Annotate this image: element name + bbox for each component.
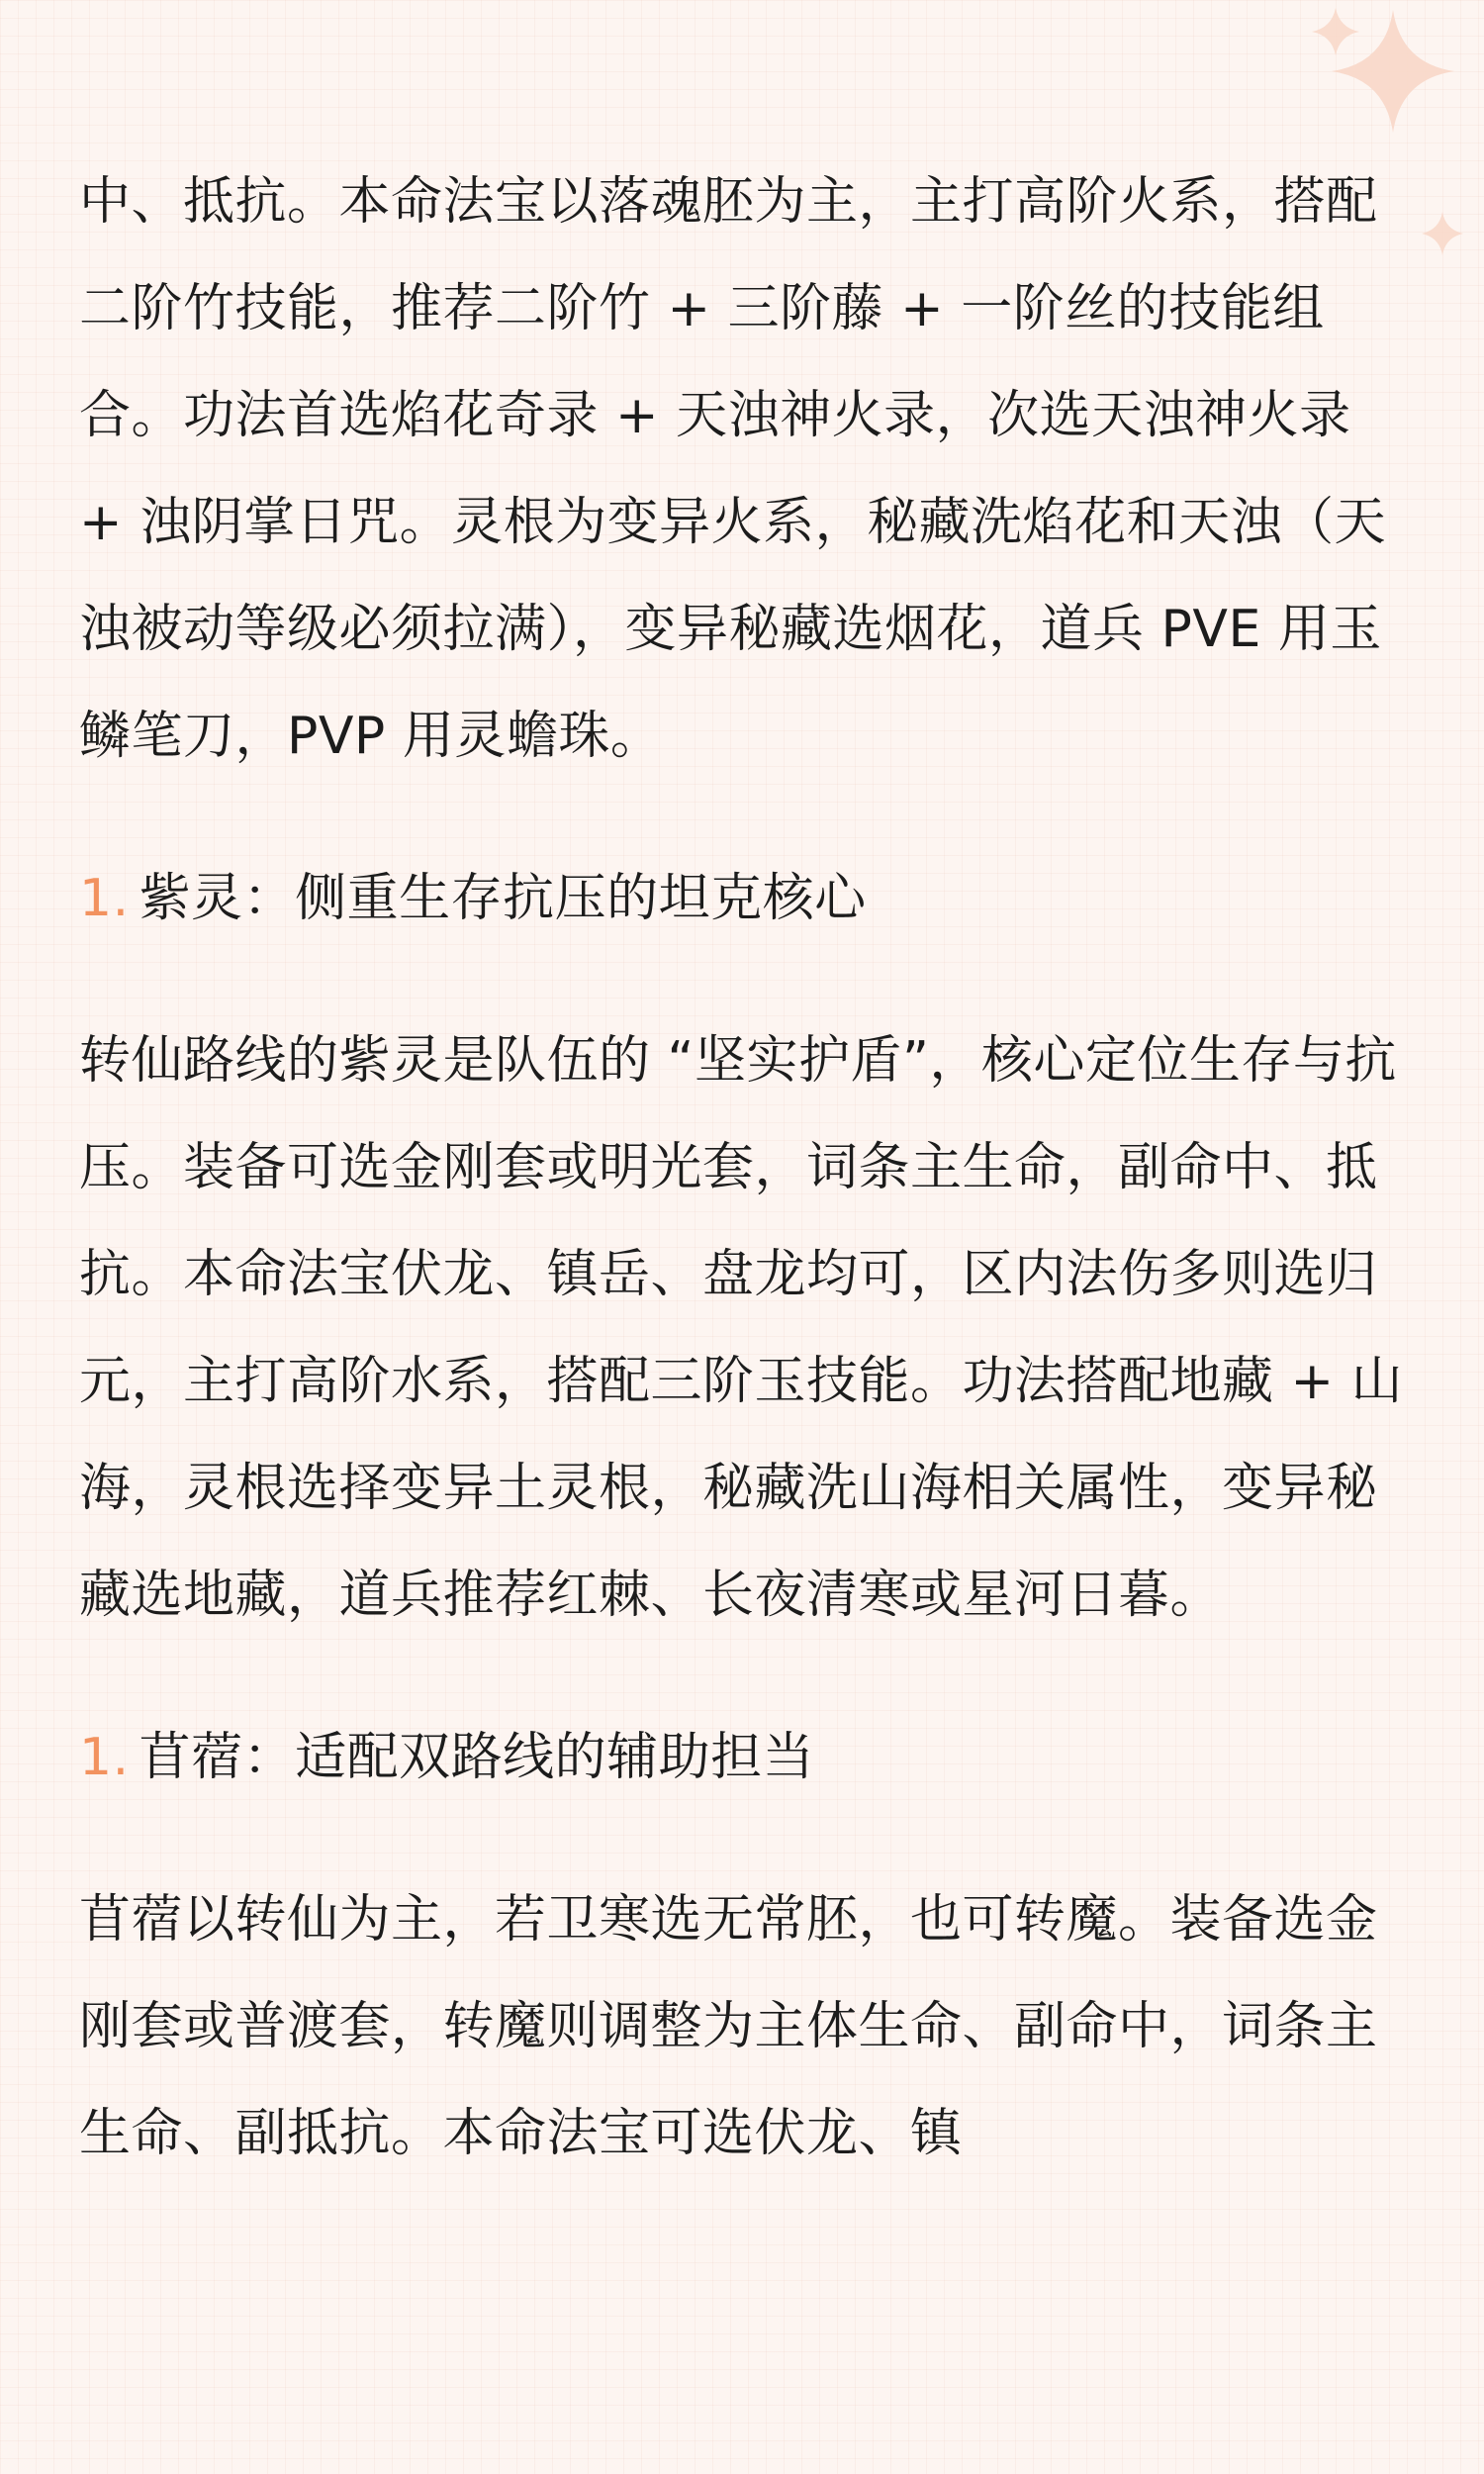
section-number: 1.: [79, 1728, 130, 1787]
section-heading-muxu: [79, 1704, 1405, 1811]
paragraph-muxu: 苜蓿以转仙为主，若卫寒选无常胚，也可转魔。装备选金刚套或普渡套，转魔则调整为主体生命、副命中，词条主生命、副抵抗。本命法宝可选伏龙、镇: [79, 1890, 1378, 2163]
sparkle-small-icon: [1422, 212, 1463, 255]
article-body: [79, 148, 1405, 2187]
section-title: 紫灵：侧重生存抗压的坦克核心: [139, 869, 867, 928]
sparkle-medium-icon: [1312, 8, 1359, 55]
section-heading-ziling: [79, 845, 1405, 952]
paragraph-intro: 中、抵抗。本命法宝以落魂胚为主，主打高阶火系，搭配二阶竹技能，推荐二阶竹 + 三阶藤 + 一阶丝的技能组合。功法首选焰花奇录 + 天浊神火录，次选天浊神火录 + 浊阴掌日咒。灵根为变异火系，秘藏洗焰花和天浊（天浊被动等级必须拉满），变异秘藏选烟花，道兵 PVE 用玉鳞笔刀，PVP 用灵蟾珠。: [79, 172, 1387, 766]
sparkle-large-icon: [1332, 10, 1454, 133]
section-title: 苜蓿：适配双路线的辅助担当: [139, 1728, 815, 1787]
paragraph-ziling: 转仙路线的紫灵是队伍的 “坚实护盾”，核心定位生存与抗压。装备可选金刚套或明光套，词条主生命，副命中、抵抗。本命法宝伏龙、镇岳、盘龙均可，区内法伤多则选归元，主打高阶水系，搭配三阶玉技能。功法搭配地藏 + 山海，灵根选择变异土灵根，秘藏洗山海相关属性，变异秘藏选地藏，道兵推荐红棘、长夜清寒或星河日暮。: [79, 1031, 1404, 1625]
section-number: 1.: [79, 869, 130, 928]
